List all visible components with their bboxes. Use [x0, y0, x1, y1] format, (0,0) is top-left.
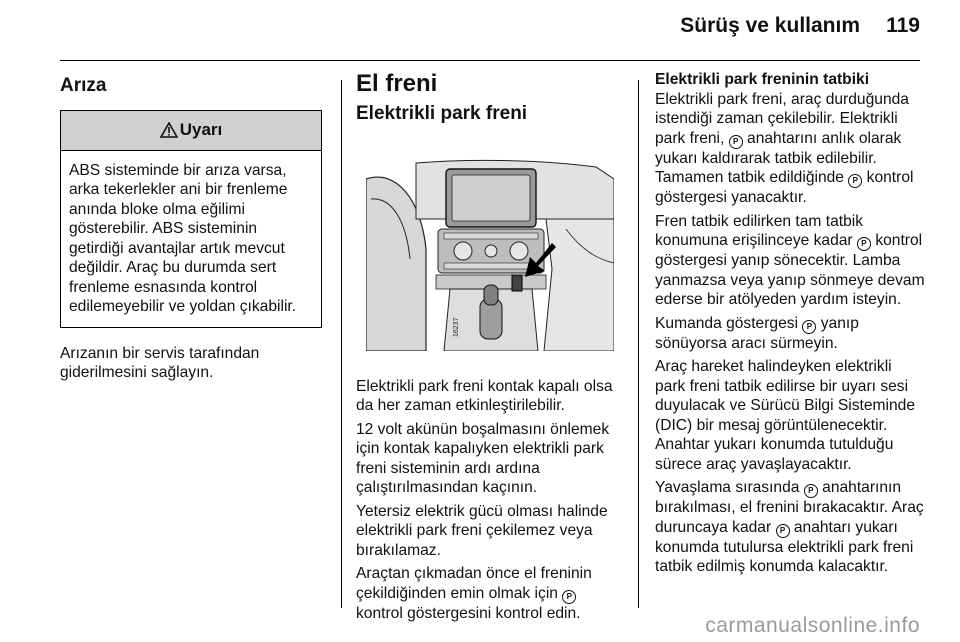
dashboard-console-illustration	[366, 159, 614, 351]
column-divider-2	[638, 80, 639, 608]
section-title: Arıza	[60, 75, 107, 96]
paragraph-apply-4: Araç hareket halindeyken elektrikli park freni tatbik edilirse bir uyarı sesi duyulacak ve Sürücü Bilgi Sisteminde (DIC) bir mesaj görüntülenecektir. Anahtar yukarı konumda tutulduğu sürece araç yavaşlayacaktır.	[655, 358, 916, 473]
warning-label: Uyarı	[179, 120, 223, 140]
column-middle	[356, 70, 624, 627]
paragraph-4-a: Araçtan çıkmadan önce el freninin çekildiğinden emin olmak için	[356, 565, 592, 602]
paragraph-apply-2-b: kontrol göstergesi yanıp sönecektir. Lamba yanmazsa veya yanıp sönmeye devam ederse bir atölyeden yardım isteyin.	[655, 232, 925, 308]
parking-brake-icon: P	[802, 320, 816, 334]
parking-brake-icon: P	[562, 590, 576, 604]
paragraph-apply-3	[655, 314, 925, 354]
paragraph-2: 12 volt akünün boşalmasını önlemek için kontak kapalıyken elektrikli park freni sisteminin ardı ardına çalıştırılmasından kaçının.	[356, 420, 610, 496]
warning-triangle-icon	[160, 122, 178, 138]
paragraph-apply-3-b: yanıp sönüyorsa aracı sürmeyin.	[655, 314, 859, 352]
paragraph-apply-2	[655, 212, 925, 310]
watermark: carmanualsonline.info	[705, 614, 920, 637]
paragraph-apply-2-a: Fren tatbik edilirken tam tatbik konumuna erişilinceye kadar	[655, 212, 864, 249]
parking-brake-icon: P	[857, 237, 871, 251]
paragraph-3: Yetersiz elektrik gücü olması halinde elektrikli park freni çekilemez veya bırakılamaz.	[356, 502, 608, 559]
paragraph-apply-1	[655, 90, 925, 208]
header-divider	[60, 60, 920, 61]
paragraph-apply-5-b: anahtarının bırakılması, el frenini bırakacaktır. Araç duruncaya kadar	[655, 479, 924, 536]
paragraph-4-b: kontrol göstergesini kontrol edin.	[356, 604, 581, 622]
column-right	[655, 70, 925, 581]
warning-box	[60, 110, 322, 328]
column-divider-1	[341, 80, 342, 608]
parking-brake-icon: P	[804, 484, 818, 498]
paragraph-apply-3-a: Kumanda göstergesi	[655, 314, 799, 332]
parking-brake-icon: P	[776, 524, 790, 538]
column-left	[60, 70, 322, 387]
page-header-title: Sürüş ve kullanım	[680, 14, 860, 37]
paragraph-1: Elektrikli park freni kontak kapalı olsa da her zaman etkinleştirilebilir.	[356, 377, 613, 414]
paragraph-apply-1-c: kontrol göstergesi yanacaktır.	[655, 169, 914, 206]
figure-code: 16237	[453, 317, 460, 337]
subheading-electric-parking-brake: Elektrikli park freni	[356, 102, 528, 124]
warning-text: ABS sisteminde bir arıza varsa, arka tekerlekler ani bir frenleme anında bloke olma eğilimi gösterebilir. ABS sisteminin getirdiği avantajlar artık mevcut değildir. Araç bu durumda sert frenleme esnasında kontrol edilemeyebilir ve yoldan çıkabilir.	[69, 161, 297, 315]
heading-handbrake: El freni	[356, 70, 438, 97]
paragraph-4	[356, 564, 624, 623]
heading-apply-brake: Elektrikli park freninin tatbiki	[655, 71, 870, 88]
paragraph-apply-5	[655, 478, 925, 577]
parking-brake-icon: P	[729, 135, 743, 149]
paragraph-apply-5-c: anahtarı yukarı konumda tutulursa elektrikli park freni tatbik edilmiş konumda kalacaktır.	[655, 518, 914, 575]
paragraph-repair: Arızanın bir servis tarafından giderilmesini sağlayın.	[60, 344, 260, 381]
page-number: 119	[886, 14, 920, 37]
paragraph-apply-1-a: Elektrikli park freni, araç durduğunda istendiği zaman çekilebilir. Elektrikli park freni,	[655, 90, 909, 147]
parking-brake-icon: P	[848, 174, 862, 188]
paragraph-apply-5-a: Yavaşlama sırasında	[655, 479, 800, 496]
paragraph-apply-1-b: anahtarını anlık olarak yukarı kaldırarak tatbik edilebilir. Tamamen tatbik edildiğinde	[655, 129, 902, 186]
warning-header	[61, 111, 321, 151]
